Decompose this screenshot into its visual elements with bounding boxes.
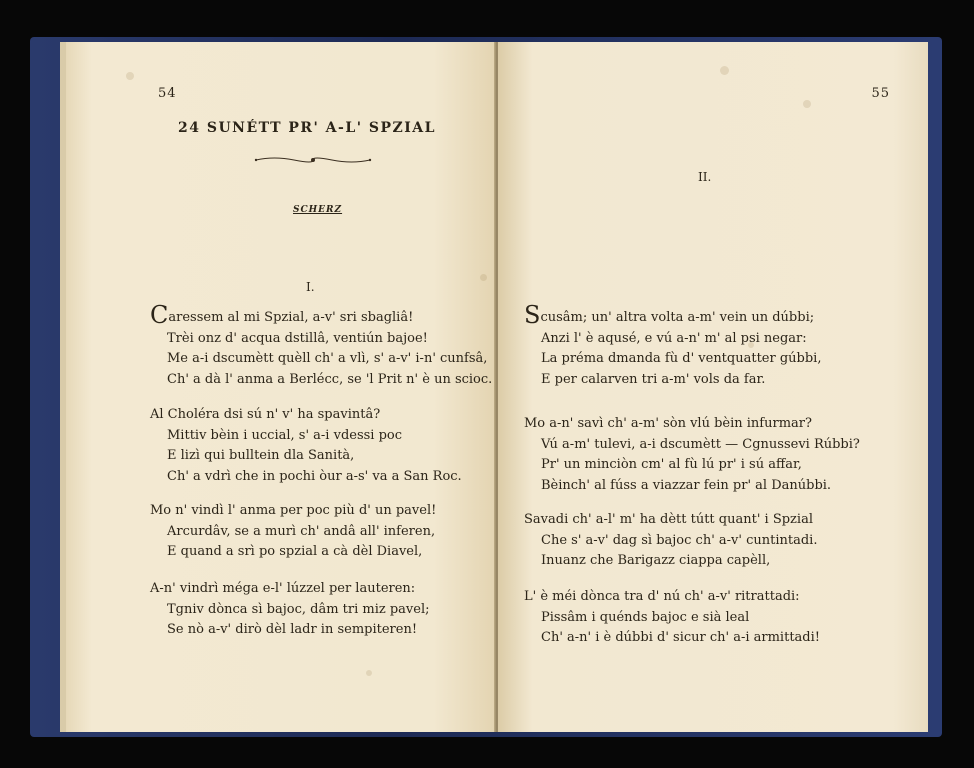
verse-line: Scusâm; un' altra volta a-m' vein un dúbbi; bbox=[524, 301, 815, 329]
verse-line: Pr' un minciòn cm' al fù lú pr' i sú affar, bbox=[541, 457, 802, 472]
verse-line: Anzi l' è aqusé, e vú a-n' m' al psi negar: bbox=[541, 330, 807, 346]
stanza bbox=[150, 579, 430, 641]
verse-line: La préma dmanda fù d' ventquatter gúbbi, bbox=[541, 351, 822, 366]
verse-line: Pissâm i quénds bajoc e sià leal bbox=[541, 609, 750, 625]
stanza bbox=[524, 510, 817, 572]
stanza bbox=[524, 414, 860, 496]
verse-line: L' è méi dònca tra d' nú ch' a-v' ritrattadi: bbox=[524, 589, 800, 604]
page-number-right: 55 bbox=[871, 86, 890, 101]
poem-subtitle: SCHERZ bbox=[293, 205, 343, 215]
verse-line: Me a-i dscumètt quèll ch' a vlì, s' a-v' i-n' cunfsâ, bbox=[167, 351, 488, 366]
verse-line: Vú a-m' tulevi, a-i dscumètt — Cgnussevi Rúbbi? bbox=[541, 436, 860, 452]
foxing-spot bbox=[720, 66, 729, 75]
verse-line: Che s' a-v' dag sì bajoc ch' a-v' cuntintadi. bbox=[541, 532, 818, 548]
drop-cap: S bbox=[524, 301, 541, 329]
verse-line: E lizì qui bulltein dla Sanità, bbox=[167, 448, 355, 463]
stanza bbox=[150, 405, 462, 487]
verse-line: A-n' vindrì méga e-l' lúzzel per lauteren: bbox=[150, 581, 416, 596]
verse-line: Arcurdâv, se a murì ch' andâ all' inferen, bbox=[167, 523, 436, 539]
verse-line: Mo a-n' savì ch' a-m' sòn vlú bèin infurmar? bbox=[524, 416, 812, 431]
verse-line: Inuanz che Barigazz ciappa capèll, bbox=[541, 553, 771, 568]
foxing-spot bbox=[366, 670, 372, 676]
verse-line: Bèinch' al fúss a viazzar fein pr' al Danúbbi. bbox=[541, 477, 832, 493]
left-page bbox=[60, 42, 498, 732]
verse-line: Ch' a dà l' anma a Berlécc, se 'l Prit n' è un scioc. bbox=[167, 371, 493, 387]
verse-line: Mittiv bèin i uccial, s' a-i vdessi poc bbox=[167, 427, 403, 443]
open-book bbox=[50, 42, 932, 732]
verse-line: Al Choléra dsi sú n' v' ha spavintâ? bbox=[150, 407, 381, 422]
verse-line: Trèi onz d' acqua dstillâ, ventiún bajoe! bbox=[167, 330, 428, 346]
foxing-spot bbox=[803, 100, 811, 108]
drop-cap: C bbox=[150, 301, 169, 329]
section-number: I. bbox=[306, 280, 315, 294]
verse-line: Ch' a vdrì che in pochi òur a-s' va a San Roc. bbox=[167, 468, 462, 484]
ornament-divider bbox=[254, 155, 372, 165]
stanza bbox=[524, 587, 820, 649]
poem-title: 24 SUNÉTT PR' A-L' SPZIAL bbox=[178, 120, 436, 136]
stanza bbox=[524, 301, 822, 390]
verse-line: Savadi ch' a-l' m' ha dètt tútt quant' i Spzial bbox=[524, 512, 813, 527]
verse-line: Se nò a-v' dirò dèl ladr in sempiteren! bbox=[167, 622, 418, 637]
verse-line: Mo n' vindì l' anma per poc più d' un pavel! bbox=[150, 503, 437, 518]
verse-line: Caressem al mi Spzial, a-v' sri sbagliâ! bbox=[150, 301, 414, 329]
section-number: II. bbox=[698, 170, 712, 184]
foxing-spot bbox=[748, 342, 754, 348]
verse-line: Ch' a-n' i è dúbbi d' sicur ch' a-i armittadi! bbox=[541, 630, 820, 645]
page-number-left: 54 bbox=[158, 86, 177, 101]
right-page bbox=[498, 42, 928, 732]
foxing-spot bbox=[480, 274, 487, 281]
foxing-spot bbox=[126, 72, 134, 80]
stanza bbox=[150, 501, 436, 563]
verse-line: Tgniv dònca sì bajoc, dâm tri miz pavel; bbox=[167, 601, 430, 617]
verse-line: E quand a srì po spzial a cà dèl Diavel, bbox=[167, 544, 423, 559]
stanza bbox=[150, 301, 493, 390]
verse-line: E per calarven tri a-m' vols da far. bbox=[541, 371, 766, 387]
